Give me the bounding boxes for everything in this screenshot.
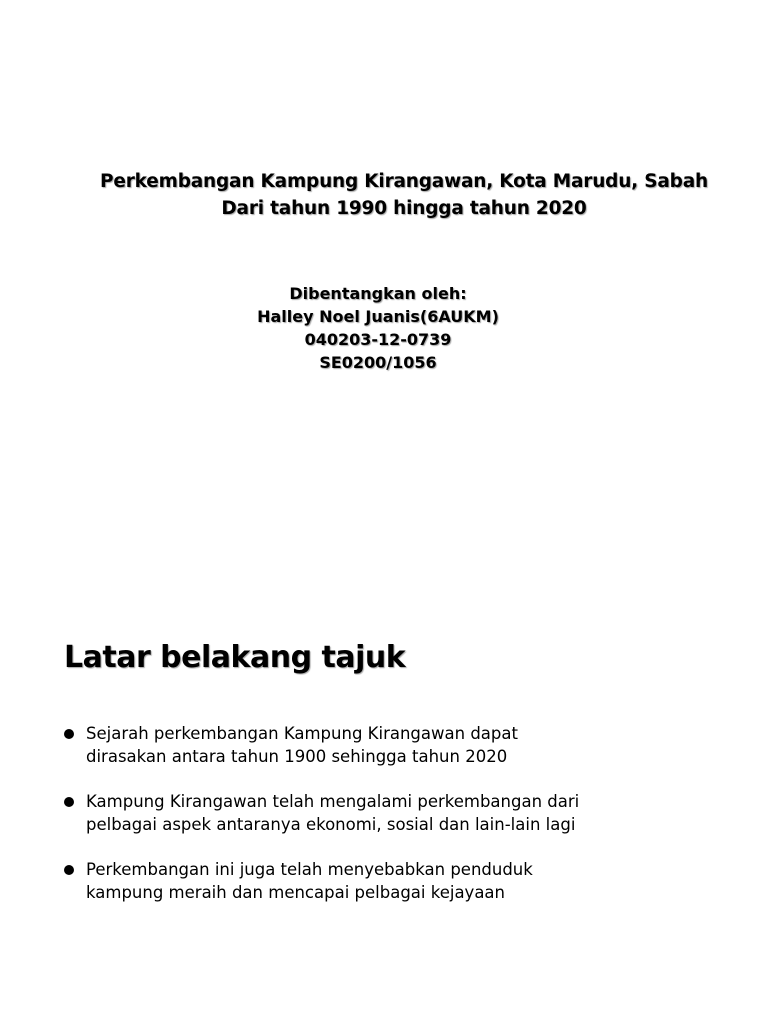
bullet-text [86, 858, 744, 904]
list-item [64, 722, 744, 768]
bullet-line: kampung meraih dan mencapai pelbagai kejayaan [86, 883, 505, 902]
bullet-list [64, 722, 744, 926]
bullet-icon [64, 729, 74, 739]
list-item [64, 858, 744, 904]
bullet-line: Perkembangan ini juga telah menyebabkan penduduk [86, 860, 533, 879]
bullet-line: dirasakan antara tahun 1900 sehingga tahun 2020 [86, 747, 508, 766]
bullet-icon [64, 797, 74, 807]
presenter-name: Halley Noel Juanis(6AUKM) [257, 307, 499, 326]
list-item [64, 790, 744, 836]
document-title [0, 168, 768, 222]
section-heading: Latar belakang tajuk [64, 640, 406, 675]
bullet-line: pelbagai aspek antaranya ekonomi, sosial dan lain-lain lagi [86, 815, 576, 834]
bullet-text [86, 790, 744, 836]
presenter-info [0, 282, 756, 374]
bullet-line: Sejarah perkembangan Kampung Kirangawan dapat [86, 724, 518, 743]
bullet-icon [64, 865, 74, 875]
bullet-text [86, 722, 744, 768]
title-line: Perkembangan Kampung Kirangawan, Kota Marudu, Sabah [100, 171, 708, 192]
presenter-label: Dibentangkan oleh: [289, 284, 467, 303]
presenter-id-number: 040203-12-0739 [304, 330, 452, 349]
presenter-reference-code: SE0200/1056 [319, 353, 437, 372]
bullet-line: Kampung Kirangawan telah mengalami perkembangan dari [86, 792, 580, 811]
subtitle-line: Dari tahun 1990 hingga tahun 2020 [221, 198, 587, 219]
